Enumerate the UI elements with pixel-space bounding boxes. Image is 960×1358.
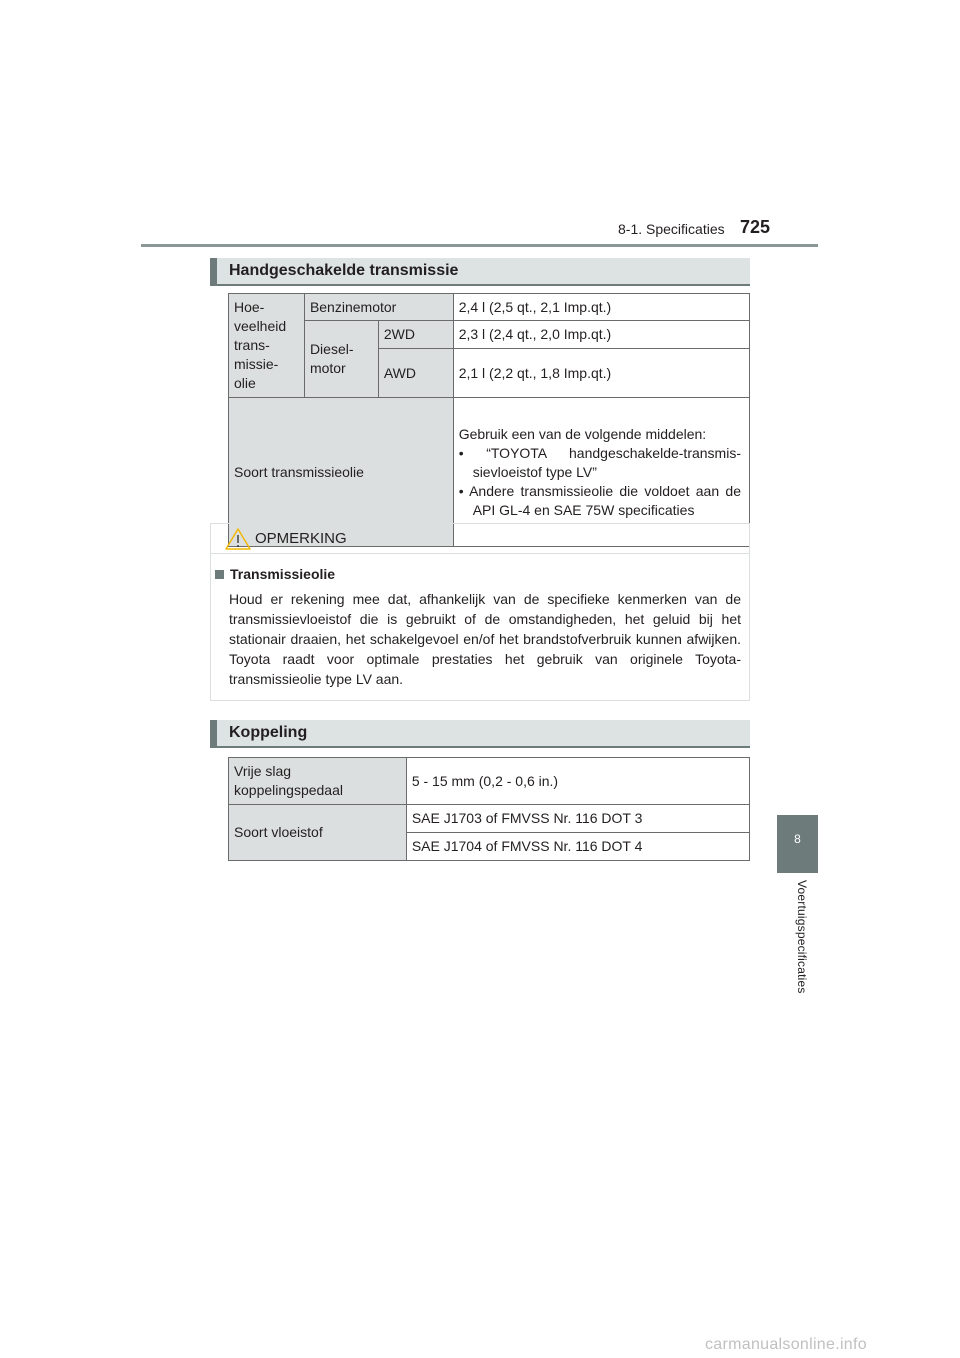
fluid-label: Soort vloeistof	[229, 805, 407, 861]
pedal-label: Vrije slag koppelingspedaal	[229, 758, 407, 805]
notice-box	[210, 523, 750, 701]
diesel-awd-value: 2,1 l (2,2 qt., 1,8 Imp.qt.)	[453, 349, 749, 398]
oil-type-bullet-1: • “TOYOTA handgeschakelde-transmis- sievloeistof type LV”	[458, 444, 741, 480]
fluid-value-1: SAE J1703 of FMVSS Nr. 116 DOT 3	[406, 805, 749, 833]
diesel-label: Diesel- motor	[304, 321, 378, 398]
notice-title: OPMERKING	[255, 530, 347, 547]
table-row	[229, 805, 750, 833]
table-row	[229, 321, 750, 349]
notice-body: Houd er rekening mee dat, afhankelijk van de specifieke kenmerken van de transmissievloeistof die is gebruikt of de omstandigheden, het geluid bij het stationair draaien, het schakelgevoel en/of het brandstofverbruik kunnen afwijken. Toyota raadt voor optimale prestaties het gebruik van originele Toyota-transmissieolie type LV aan.	[229, 591, 741, 687]
watermark: carmanualsonline.info	[705, 1336, 867, 1353]
square-bullet-icon	[215, 570, 224, 579]
oil-type-bullet-2: • Andere transmissieolie die voldoet aan de API GL-4 en SAE 75W specificaties	[458, 482, 741, 518]
diesel-2wd-value: 2,3 l (2,4 qt., 2,0 Imp.qt.)	[453, 321, 749, 349]
table-row	[229, 758, 750, 805]
chapter-label: Voertuigspecificaties	[795, 880, 809, 994]
clutch-section-title: Koppeling	[210, 720, 750, 748]
pedal-value: 5 - 15 mm (0,2 - 0,6 in.)	[406, 758, 749, 805]
diesel-awd-label: AWD	[378, 349, 453, 398]
page-number: 725	[740, 217, 771, 237]
diesel-2wd-label: 2WD	[378, 321, 453, 349]
clutch-table	[228, 757, 750, 861]
header-rule	[141, 244, 818, 247]
chapter-number: 8	[794, 832, 801, 846]
transmission-section-title: Handgeschakelde transmissie	[210, 258, 750, 286]
oil-capacity-label: Hoe- veelheid trans- missie- olie	[229, 294, 305, 398]
notice-header	[211, 524, 749, 554]
transmission-table	[228, 293, 750, 547]
notice-subtitle: Transmissieolie	[230, 566, 336, 582]
notice-subtitle-row	[215, 566, 335, 582]
petrol-value: 2,4 l (2,5 qt., 2,1 Imp.qt.)	[453, 294, 749, 321]
fluid-value-2: SAE J1704 of FMVSS Nr. 116 DOT 4	[406, 833, 749, 861]
section-title: 8-1. Specificaties	[618, 221, 725, 237]
warning-icon	[225, 528, 251, 550]
petrol-label: Benzinemotor	[304, 294, 453, 321]
oil-type-intro: Gebruik een van de volgende middelen:	[458, 425, 707, 442]
table-row	[229, 294, 750, 321]
oil-type-label: Soort transmissieolie	[229, 398, 454, 547]
